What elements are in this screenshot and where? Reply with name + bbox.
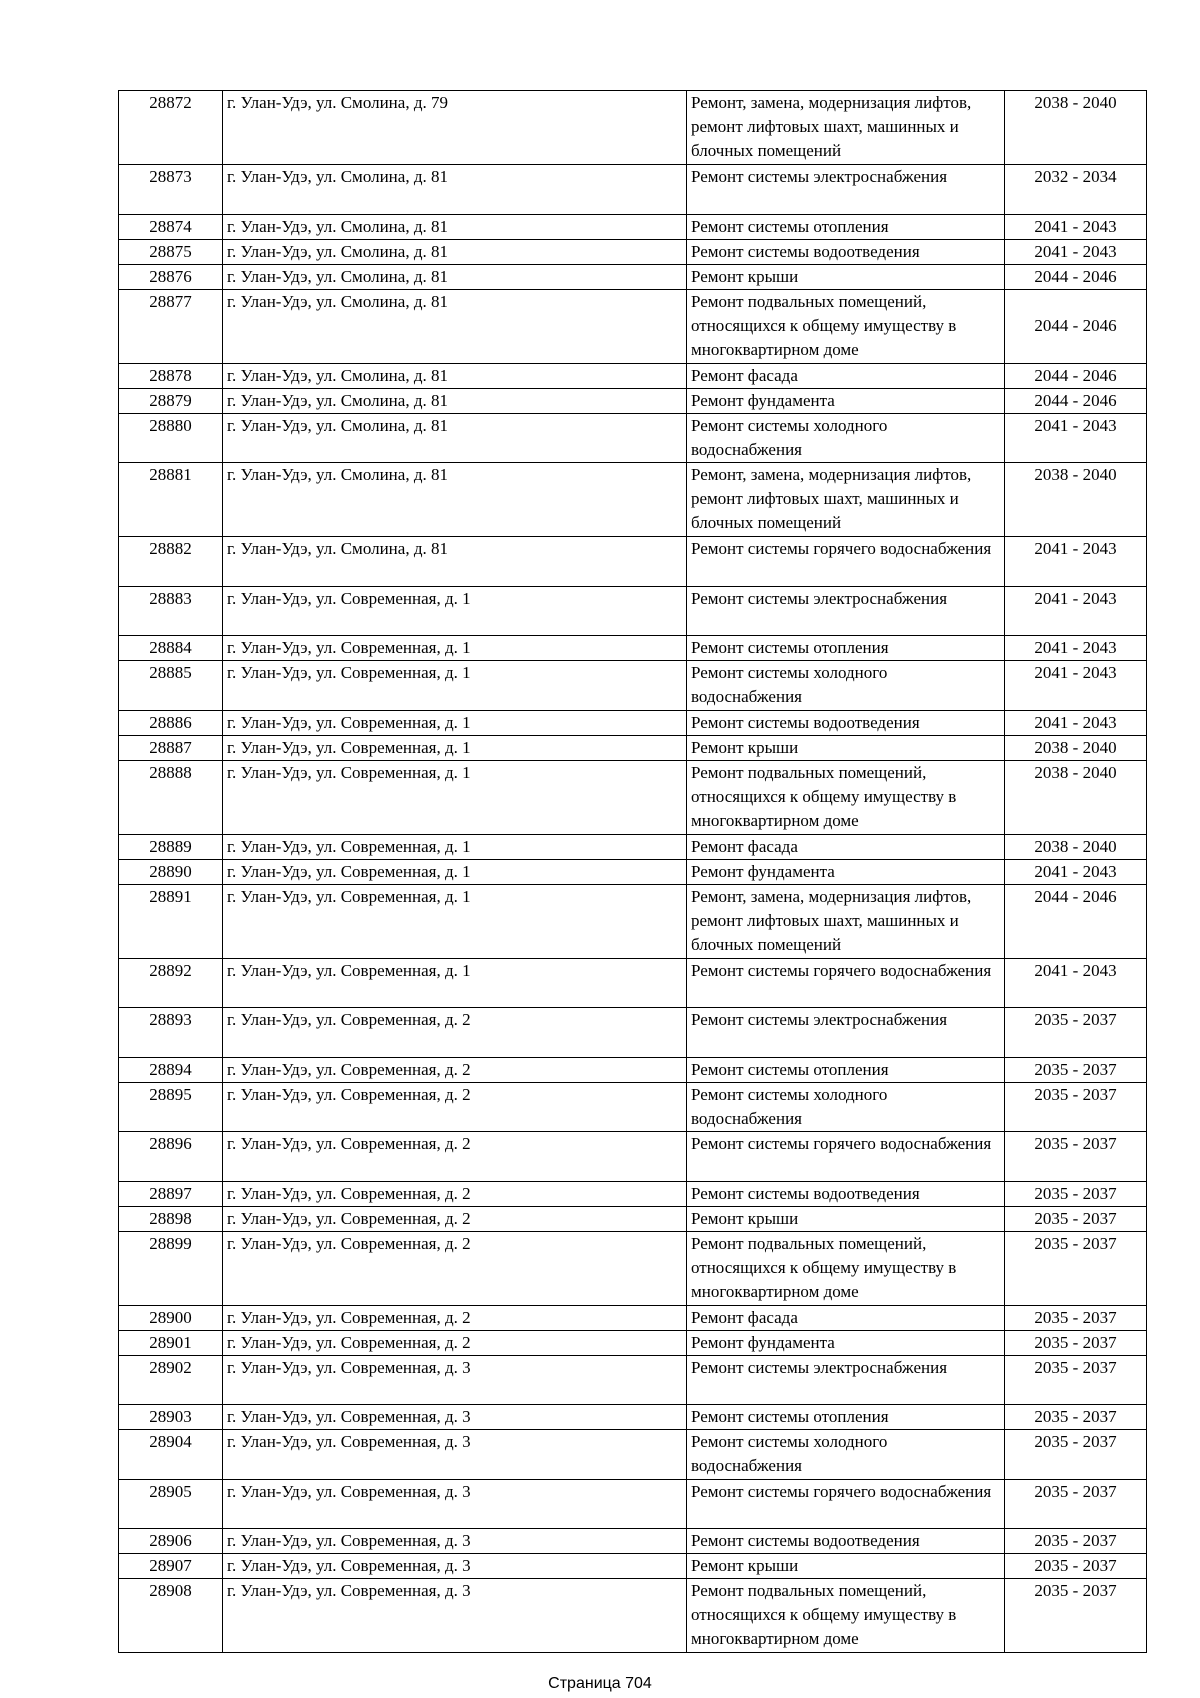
row-address: г. Улан-Удэ, ул. Современная, д. 2 [223, 1132, 687, 1182]
row-work-type: Ремонт системы холодного водоснабжения [687, 1430, 1005, 1480]
table-row [119, 1132, 1147, 1182]
row-work-type: Ремонт системы холодного водоснабжения [687, 413, 1005, 463]
row-address: г. Улан-Удэ, ул. Современная, д. 1 [223, 735, 687, 760]
row-work-type: Ремонт, замена, модернизация лифтов, ремонт лифтовых шахт, машинных и блочных помещений [687, 884, 1005, 958]
row-period: 2035 - 2037 [1005, 1181, 1147, 1206]
row-id: 28900 [119, 1305, 223, 1330]
row-address: г. Улан-Удэ, ул. Современная, д. 1 [223, 710, 687, 735]
row-work-type: Ремонт системы электроснабжения [687, 586, 1005, 636]
repair-schedule-table [118, 90, 1147, 1653]
row-id: 28901 [119, 1330, 223, 1355]
row-address: г. Улан-Удэ, ул. Современная, д. 1 [223, 760, 687, 834]
row-id: 28887 [119, 735, 223, 760]
table-row [119, 735, 1147, 760]
row-period: 2035 - 2037 [1005, 1231, 1147, 1305]
table-row [119, 834, 1147, 859]
row-id: 28899 [119, 1231, 223, 1305]
row-id: 28891 [119, 884, 223, 958]
row-work-type: Ремонт системы горячего водоснабжения [687, 1479, 1005, 1529]
row-address: г. Улан-Удэ, ул. Современная, д. 3 [223, 1554, 687, 1579]
table-row [119, 1529, 1147, 1554]
table-row [119, 239, 1147, 264]
row-id: 28905 [119, 1479, 223, 1529]
row-work-type: Ремонт системы водоотведения [687, 239, 1005, 264]
row-address: г. Улан-Удэ, ул. Современная, д. 3 [223, 1405, 687, 1430]
row-work-type: Ремонт фасада [687, 834, 1005, 859]
row-id: 28894 [119, 1057, 223, 1082]
row-work-type: Ремонт подвальных помещений, относящихся к общему имуществу в многоквартирном доме [687, 289, 1005, 363]
row-period: 2035 - 2037 [1005, 1057, 1147, 1082]
row-id: 28878 [119, 363, 223, 388]
row-id: 28877 [119, 289, 223, 363]
table-row [119, 537, 1147, 587]
row-address: г. Улан-Удэ, ул. Современная, д. 3 [223, 1355, 687, 1405]
row-work-type: Ремонт, замена, модернизация лифтов, ремонт лифтовых шахт, машинных и блочных помещений [687, 91, 1005, 165]
row-work-type: Ремонт системы отопления [687, 636, 1005, 661]
row-work-type: Ремонт крыши [687, 264, 1005, 289]
table-row [119, 1479, 1147, 1529]
row-address: г. Улан-Удэ, ул. Современная, д. 1 [223, 586, 687, 636]
row-id: 28890 [119, 859, 223, 884]
row-address: г. Улан-Удэ, ул. Смолина, д. 81 [223, 165, 687, 215]
table-row [119, 1579, 1147, 1653]
row-period: 2035 - 2037 [1005, 1206, 1147, 1231]
row-address: г. Улан-Удэ, ул. Смолина, д. 81 [223, 239, 687, 264]
table-row [119, 884, 1147, 958]
row-id: 28881 [119, 463, 223, 537]
row-address: г. Улан-Удэ, ул. Современная, д. 2 [223, 1231, 687, 1305]
row-address: г. Улан-Удэ, ул. Смолина, д. 81 [223, 214, 687, 239]
row-address: г. Улан-Удэ, ул. Смолина, д. 81 [223, 363, 687, 388]
row-period: 2035 - 2037 [1005, 1330, 1147, 1355]
row-id: 28903 [119, 1405, 223, 1430]
row-work-type: Ремонт крыши [687, 1206, 1005, 1231]
row-work-type: Ремонт подвальных помещений, относящихся к общему имуществу в многоквартирном доме [687, 760, 1005, 834]
row-id: 28907 [119, 1554, 223, 1579]
row-id: 28908 [119, 1579, 223, 1653]
row-id: 28875 [119, 239, 223, 264]
row-period: 2035 - 2037 [1005, 1430, 1147, 1480]
table-row [119, 636, 1147, 661]
row-address: г. Улан-Удэ, ул. Современная, д. 2 [223, 1082, 687, 1132]
row-id: 28872 [119, 91, 223, 165]
table-row [119, 1008, 1147, 1058]
row-id: 28882 [119, 537, 223, 587]
row-work-type: Ремонт фасада [687, 363, 1005, 388]
table-body [119, 91, 1147, 1653]
row-work-type: Ремонт системы холодного водоснабжения [687, 1082, 1005, 1132]
row-period: 2041 - 2043 [1005, 586, 1147, 636]
table-row [119, 586, 1147, 636]
row-period: 2044 - 2046 [1005, 264, 1147, 289]
row-period: 2038 - 2040 [1005, 463, 1147, 537]
row-address: г. Улан-Удэ, ул. Современная, д. 2 [223, 1008, 687, 1058]
row-work-type: Ремонт, замена, модернизация лифтов, ремонт лифтовых шахт, машинных и блочных помещений [687, 463, 1005, 537]
table-row [119, 1554, 1147, 1579]
table-row [119, 264, 1147, 289]
row-work-type: Ремонт системы горячего водоснабжения [687, 958, 1005, 1008]
row-period: 2041 - 2043 [1005, 710, 1147, 735]
row-work-type: Ремонт фундамента [687, 1330, 1005, 1355]
row-period: 2035 - 2037 [1005, 1479, 1147, 1529]
row-work-type: Ремонт системы водоотведения [687, 710, 1005, 735]
row-period: 2041 - 2043 [1005, 239, 1147, 264]
row-period: 2044 - 2046 [1005, 363, 1147, 388]
row-work-type: Ремонт системы водоотведения [687, 1181, 1005, 1206]
row-id: 28880 [119, 413, 223, 463]
row-address: г. Улан-Удэ, ул. Современная, д. 1 [223, 636, 687, 661]
row-period: 2035 - 2037 [1005, 1579, 1147, 1653]
row-id: 28906 [119, 1529, 223, 1554]
row-address: г. Улан-Удэ, ул. Современная, д. 3 [223, 1529, 687, 1554]
row-work-type: Ремонт фасада [687, 1305, 1005, 1330]
row-period: 2035 - 2037 [1005, 1355, 1147, 1405]
row-work-type: Ремонт подвальных помещений, относящихся к общему имуществу в многоквартирном доме [687, 1231, 1005, 1305]
row-id: 28876 [119, 264, 223, 289]
table-row [119, 463, 1147, 537]
row-work-type: Ремонт крыши [687, 735, 1005, 760]
row-id: 28884 [119, 636, 223, 661]
row-work-type: Ремонт фундамента [687, 859, 1005, 884]
row-work-type: Ремонт системы отопления [687, 1405, 1005, 1430]
table-row [119, 1430, 1147, 1480]
table-row [119, 1206, 1147, 1231]
row-period: 2041 - 2043 [1005, 413, 1147, 463]
row-address: г. Улан-Удэ, ул. Современная, д. 1 [223, 834, 687, 859]
row-address: г. Улан-Удэ, ул. Современная, д. 3 [223, 1479, 687, 1529]
row-id: 28888 [119, 760, 223, 834]
row-address: г. Улан-Удэ, ул. Современная, д. 2 [223, 1057, 687, 1082]
row-period: 2041 - 2043 [1005, 537, 1147, 587]
row-work-type: Ремонт системы электроснабжения [687, 1355, 1005, 1405]
row-period: 2041 - 2043 [1005, 958, 1147, 1008]
row-work-type: Ремонт системы отопления [687, 1057, 1005, 1082]
row-address: г. Улан-Удэ, ул. Смолина, д. 81 [223, 388, 687, 413]
row-period: 2038 - 2040 [1005, 91, 1147, 165]
table-row [119, 1355, 1147, 1405]
table-row [119, 760, 1147, 834]
table-row [119, 859, 1147, 884]
row-period: 2035 - 2037 [1005, 1132, 1147, 1182]
row-work-type: Ремонт системы горячего водоснабжения [687, 537, 1005, 587]
row-address: г. Улан-Удэ, ул. Смолина, д. 81 [223, 463, 687, 537]
table-row [119, 1305, 1147, 1330]
table-row [119, 165, 1147, 215]
row-address: г. Улан-Удэ, ул. Смолина, д. 81 [223, 264, 687, 289]
row-address: г. Улан-Удэ, ул. Современная, д. 1 [223, 661, 687, 711]
row-period: 2038 - 2040 [1005, 834, 1147, 859]
row-work-type: Ремонт фундамента [687, 388, 1005, 413]
row-work-type: Ремонт системы горячего водоснабжения [687, 1132, 1005, 1182]
row-address: г. Улан-Удэ, ул. Современная, д. 2 [223, 1206, 687, 1231]
row-id: 28897 [119, 1181, 223, 1206]
row-id: 28886 [119, 710, 223, 735]
table-row [119, 214, 1147, 239]
page-number: Страница 704 [548, 1675, 652, 1692]
row-id: 28902 [119, 1355, 223, 1405]
row-id: 28895 [119, 1082, 223, 1132]
row-period: 2032 - 2034 [1005, 165, 1147, 215]
row-period: 2035 - 2037 [1005, 1554, 1147, 1579]
row-id: 28893 [119, 1008, 223, 1058]
row-period: 2041 - 2043 [1005, 661, 1147, 711]
row-period: 2041 - 2043 [1005, 636, 1147, 661]
row-id: 28874 [119, 214, 223, 239]
row-period: 2041 - 2043 [1005, 214, 1147, 239]
row-address: г. Улан-Удэ, ул. Современная, д. 1 [223, 958, 687, 1008]
table-row [119, 710, 1147, 735]
row-period: 2035 - 2037 [1005, 1305, 1147, 1330]
row-period: 2041 - 2043 [1005, 859, 1147, 884]
table-row [119, 1405, 1147, 1430]
row-work-type: Ремонт подвальных помещений, относящихся к общему имуществу в многоквартирном доме [687, 1579, 1005, 1653]
row-id: 28889 [119, 834, 223, 859]
row-period: 2035 - 2037 [1005, 1405, 1147, 1430]
row-period: 2038 - 2040 [1005, 760, 1147, 834]
row-id: 28898 [119, 1206, 223, 1231]
table-row [119, 1181, 1147, 1206]
table-row [119, 1231, 1147, 1305]
row-id: 28896 [119, 1132, 223, 1182]
row-period: 2044 - 2046 [1005, 884, 1147, 958]
table-row [119, 1330, 1147, 1355]
row-id: 28873 [119, 165, 223, 215]
row-address: г. Улан-Удэ, ул. Смолина, д. 81 [223, 537, 687, 587]
row-address: г. Улан-Удэ, ул. Смолина, д. 81 [223, 289, 687, 363]
table-row [119, 661, 1147, 711]
table-row [119, 1057, 1147, 1082]
row-address: г. Улан-Удэ, ул. Современная, д. 2 [223, 1181, 687, 1206]
row-id: 28885 [119, 661, 223, 711]
table-row [119, 413, 1147, 463]
row-period: 2044 - 2046 [1005, 289, 1147, 363]
row-period: 2035 - 2037 [1005, 1082, 1147, 1132]
table-row [119, 363, 1147, 388]
row-address: г. Улан-Удэ, ул. Современная, д. 1 [223, 884, 687, 958]
row-id: 28883 [119, 586, 223, 636]
table-row [119, 289, 1147, 363]
row-work-type: Ремонт системы водоотведения [687, 1529, 1005, 1554]
row-address: г. Улан-Удэ, ул. Современная, д. 3 [223, 1430, 687, 1480]
row-id: 28892 [119, 958, 223, 1008]
row-period: 2035 - 2037 [1005, 1008, 1147, 1058]
row-address: г. Улан-Удэ, ул. Современная, д. 1 [223, 859, 687, 884]
row-work-type: Ремонт системы холодного водоснабжения [687, 661, 1005, 711]
row-address: г. Улан-Удэ, ул. Современная, д. 2 [223, 1305, 687, 1330]
row-period: 2044 - 2046 [1005, 388, 1147, 413]
row-work-type: Ремонт системы отопления [687, 214, 1005, 239]
row-id: 28904 [119, 1430, 223, 1480]
row-work-type: Ремонт системы электроснабжения [687, 165, 1005, 215]
row-id: 28879 [119, 388, 223, 413]
row-address: г. Улан-Удэ, ул. Смолина, д. 79 [223, 91, 687, 165]
table-row [119, 1082, 1147, 1132]
row-work-type: Ремонт системы электроснабжения [687, 1008, 1005, 1058]
table-row [119, 388, 1147, 413]
row-address: г. Улан-Удэ, ул. Смолина, д. 81 [223, 413, 687, 463]
table-row [119, 958, 1147, 1008]
row-work-type: Ремонт крыши [687, 1554, 1005, 1579]
row-period: 2035 - 2037 [1005, 1529, 1147, 1554]
row-address: г. Улан-Удэ, ул. Современная, д. 3 [223, 1579, 687, 1653]
table-row [119, 91, 1147, 165]
row-period: 2038 - 2040 [1005, 735, 1147, 760]
row-address: г. Улан-Удэ, ул. Современная, д. 2 [223, 1330, 687, 1355]
